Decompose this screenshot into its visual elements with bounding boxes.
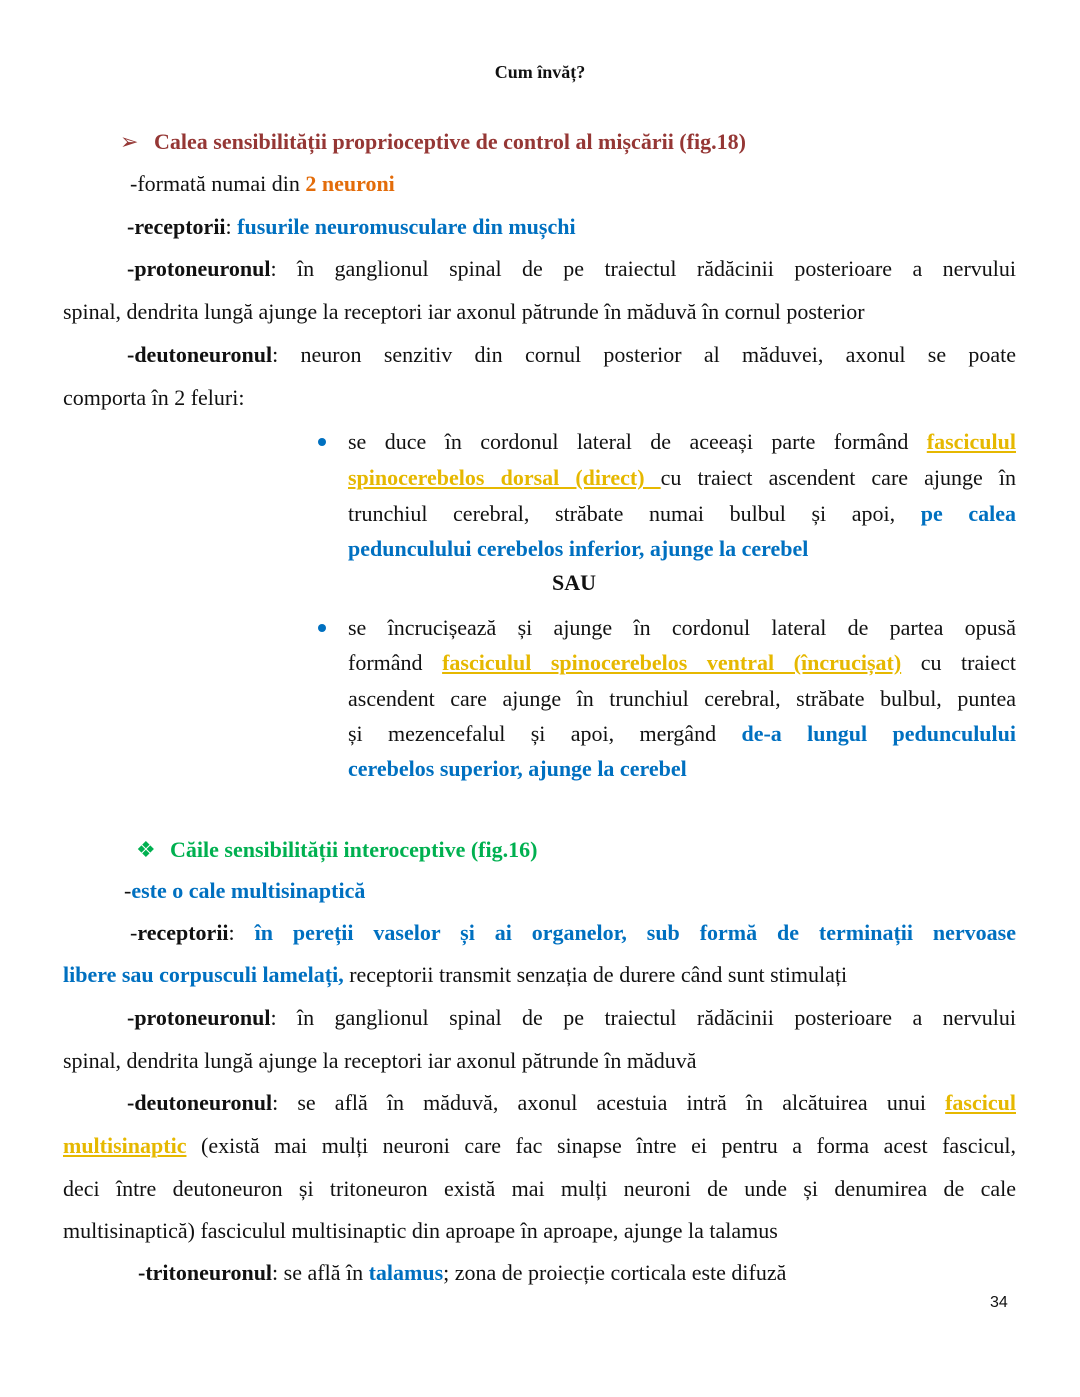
text-line [348,685,1016,713]
b-text-span: -protoneuronul [127,256,271,281]
b-text-span: receptorii [137,920,229,945]
text-line [127,255,1016,283]
text-line [130,919,1016,947]
text-line [63,1217,778,1245]
text-line [348,720,1016,748]
yellow-text-span: spinocerebelos dorsal (direct) [348,465,661,490]
text-line [63,1175,1016,1203]
blue-text-span: fusurile neuromusculare din mușchi [237,214,576,239]
blue-text-span: de-a lungul pedunculului [741,721,1017,746]
text-span: (există mai mulți neuroni care fac sinapse între ei pentru a forma acest fascicul, [186,1133,1016,1158]
arrow-bullet-icon: ➢ [120,129,139,154]
page-number: 34 [990,1294,1008,1311]
text-line [348,428,1016,456]
text-line [348,535,808,563]
text-span: spinal, dendrita lungă ajunge la receptori iar axonul pătrunde în măduvă în cornul posterior [63,299,865,324]
text-span: -formată numai din [130,171,306,196]
yellow-text-span: fasciculul [926,429,1016,454]
blue-text-span: libere sau corpusculi lamelați, [63,962,344,987]
b-text-span: -tritoneuronul [138,1260,273,1285]
text-line [63,1047,697,1075]
red-text-span: Calea sensibilității proprioceptive de control al mișcării (fig.18) [154,129,746,154]
blue-text-span: cerebelos superior, ajunge la cerebel [348,756,687,781]
text-span: : în ganglionul spinal de pe traiectul rădăcinii posterioare a nervului [270,256,1016,281]
bullet-icon [318,438,326,446]
text-span: spinal, dendrita lungă ajunge la receptori iar axonul pătrunde în măduvă [63,1048,697,1073]
text-line [348,500,1016,528]
bullet-icon [318,624,326,632]
text-line [348,464,1016,492]
blue-text-span: pedunculului cerebelos inferior, ajunge la cerebel [348,536,809,561]
text-span: : neuron senzitiv din cornul posterior al măduvei, axonul se poate [272,342,1016,367]
text-line [63,961,847,989]
text-span: comporta în 2 feluri: [63,385,245,410]
text-line [63,384,244,412]
b-text-span: SAU [552,570,597,595]
text-line [552,569,596,597]
diamond-bullet-icon: ❖ [136,837,156,862]
b-text-span: -receptorii [127,214,226,239]
text-line [348,649,1016,677]
text-span: : [228,920,255,945]
text-span: se încrucișează și ajunge în cordonul lateral de partea opusă [348,615,1016,640]
text-span: multisinaptică) fasciculul multisinaptic din aproape în aproape, ajunge la talamus [63,1218,778,1243]
b-text-span: -deutoneuronul [127,1090,273,1115]
text-span: : [225,214,238,239]
text-span: trunchiul cerebral, străbate numai bulbul și apoi, [348,501,921,526]
text-span: se duce în cordonul lateral de aceeași parte formând [348,429,927,454]
text-span: : se află în [272,1260,369,1285]
text-line [348,755,687,783]
text-span: formând [348,650,443,675]
text-line [63,1132,1016,1160]
text-span: cu traiect ascendent care ajunge în [660,465,1016,490]
text-span: - [124,878,132,903]
text-line [348,614,1016,642]
text-line [127,213,576,241]
text-span: și mezencefalul și apoi, mergând [348,721,742,746]
text-line [63,298,865,326]
page-header: Cum învăț? [494,62,586,82]
blue-text-span: pe calea [920,501,1016,526]
yellow-text-span: multisinaptic [63,1133,187,1158]
b-text-span: -deutoneuronul [127,342,273,367]
blue-text-span: în pereții vaselor și ai organelor, sub formă de terminații nervoase [254,920,1016,945]
text-span: cu traiect [901,650,1017,675]
text-span: ascendent care ajunge în trunchiul cerebral, străbate bulbul, puntea [348,686,1016,711]
text-span: receptorii transmit senzația de durere când sunt stimulați [343,962,848,987]
text-line [127,1089,1016,1117]
text-line [127,1004,1016,1032]
yellow-text-span: fascicul [945,1090,1016,1115]
text-span: ; zona de proiecție corticala este difuză [443,1260,787,1285]
green-text-span: Căile sensibilității interoceptive (fig.16) [170,837,538,862]
text-line [130,170,395,198]
text-line [124,877,365,905]
orange-text-span: 2 neuroni [305,171,395,196]
text-line [138,1259,786,1287]
b-text-span: -protoneuronul [127,1005,271,1030]
text-span: : în ganglionul spinal de pe traiectul rădăcinii posterioare a nervului [270,1005,1016,1030]
section-heading [170,836,537,864]
text-span: deci între deutoneuron și tritoneuron există mai mulți neuroni de unde și denumirea de cale [63,1176,1016,1201]
yellow-text-span: fasciculul spinocerebelos ventral (încrucișat) [442,650,902,675]
blue-text-span: este o cale multisinaptică [131,878,366,903]
section-heading [154,128,746,156]
blue-text-span: talamus [368,1260,444,1285]
text-span: : se află în măduvă, axonul acestuia intră în alcătuirea unui [272,1090,946,1115]
text-span: - [130,920,138,945]
text-line [127,341,1016,369]
